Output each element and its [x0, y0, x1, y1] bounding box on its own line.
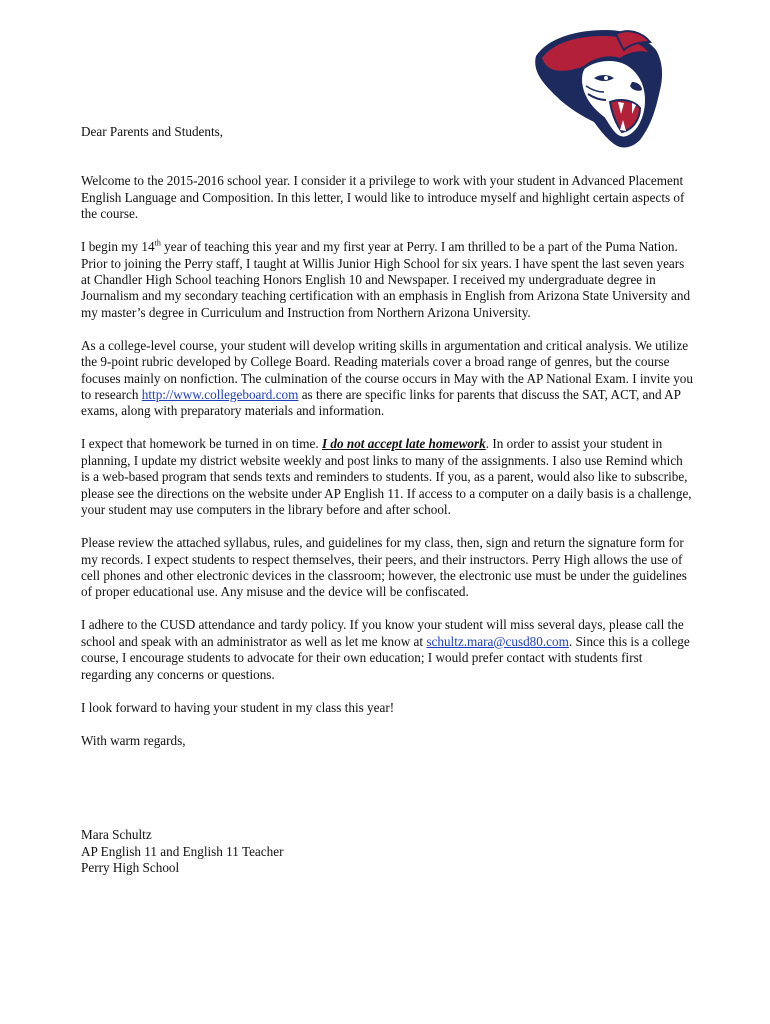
letter-body: [81, 124, 693, 766]
closing: With warm regards,: [81, 732, 186, 748]
paragraph-welcome: Welcome to the 2015-2016 school year. I consider it a privilege to work with your student in Advanced Placement English Language and Composition. In this letter, I would like to introduce myself and highlight certain aspects of the course.: [81, 173, 685, 222]
paragraph-course: As a college-level course, your student will develop writing skills in argumentation and critical analysis. We utilize the 9-point rubric developed by College Board. Reading materials cover a broad range of genres, but the course focuses mainly on nonfiction. The culmination of the course occurs in May with the AP National Exam. I invite you to research http://www.collegeboard.com as there are specific links for parents that discuss the SAT, ACT, and AP exams, along with preparatory materials and information.: [81, 337, 693, 419]
signature-school: Perry High School: [81, 860, 180, 876]
signature-title: AP English 11 and English 11 Teacher: [81, 843, 284, 859]
paragraph-background: I begin my 14th year of teaching this year and my first year at Perry. I am thrilled to be a part of the Puma Nation. Prior to joining the Perry staff, I taught at Willis Junior High School for six years. I have spent the last seven years at Chandler High School teaching Honors English 10 and Newspaper. I received my undergraduate degree in Journalism and my secondary teaching certification with an emphasis in English from Arizona State University and my master’s degree in Curriculum and Instruction from Northern Arizona University.: [81, 238, 691, 320]
signature-name: Mara Schultz: [81, 827, 152, 842]
late-homework-emphasis: I do not accept late homework: [321, 436, 486, 452]
collegeboard-link[interactable]: http://www.collegeboard.com: [141, 387, 299, 403]
greeting: Dear Parents and Students,: [81, 124, 224, 139]
paragraph-attendance: I adhere to the CUSD attendance and tardy policy. If you know your student will miss several days, please call the school and speak with an administrator as well as let me know at schultz.mara@cusd80.com. Since this is a college course, I encourage students to advocate for their own education; I would prefer contact with students first regarding any concerns or questions.: [81, 617, 690, 682]
paragraph-closing-line: I look forward to having your student in my class this year!: [81, 699, 395, 715]
email-link[interactable]: schultz.mara@cusd80.com: [426, 633, 569, 649]
signature-block: [81, 827, 283, 877]
paragraph-rules: Please review the attached syllabus, rules, and guidelines for my class, then, sign and return the signature form for my records. I expect students to respect themselves, their peers, and their instructors. Perry High allows the use of cell phones and other electronic devices in the classroom; however, the electronic use must be under the guidelines of proper educational use. Any misuse and the device will be confiscated.: [81, 535, 687, 600]
paragraph-homework: I expect that homework be turned in on time. I do not accept late homework. In order to assist your student in planning, I update my district website weekly and post links to many of the assignments. I also use Remind which is a web-based program that sends texts and reminders to students. If you, as a parent, would also like to subscribe, please see the directions on the website under AP English 11. If access to a computer on a daily basis is a challenge, your student may use computers in the library before and after school.: [81, 436, 692, 518]
